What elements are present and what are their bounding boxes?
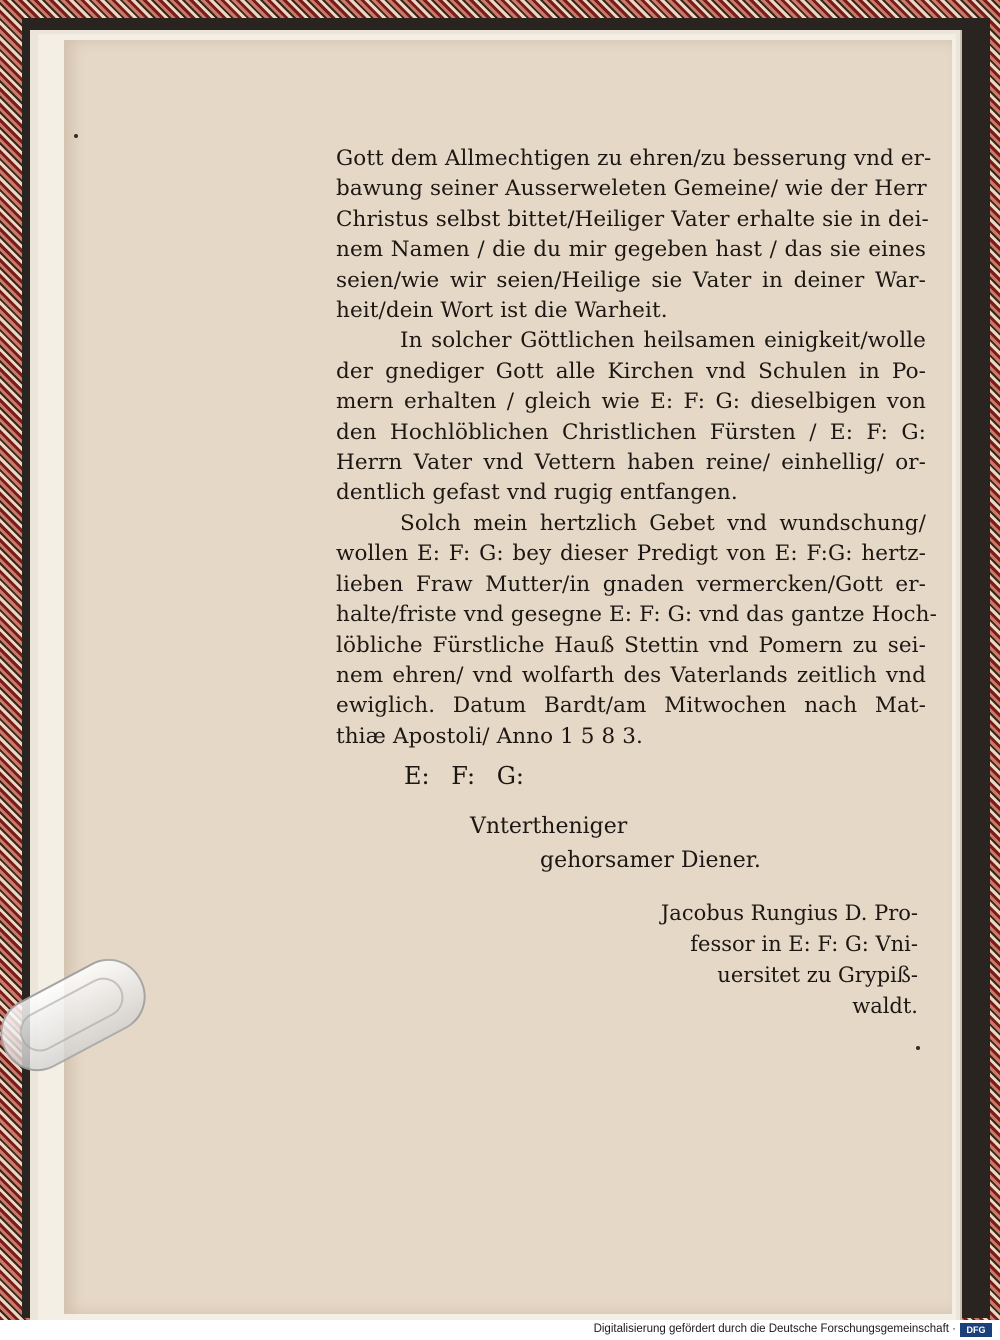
text-line: wollen E: F: G: bey dieser Predigt von E: F:G: hertz- xyxy=(336,541,926,567)
text-line: löbliche Fürstliche Hauß Stettin vnd Pomern zu sei- xyxy=(336,632,926,658)
text-line: der gnediger Gott alle Kirchen vnd Schulen in Po- xyxy=(336,358,926,384)
signature-line-1: Vntertheniger xyxy=(470,814,628,839)
signature-line-2: gehorsamer Diener. xyxy=(540,848,761,873)
author-block xyxy=(661,898,918,1022)
text-line: dentlich gefast vnd rugig entfangen. xyxy=(336,480,738,506)
page-mark xyxy=(74,134,78,138)
author-line: fessor in E: F: G: Vni- xyxy=(690,932,918,956)
text-line: heit/dein Wort ist die Warheit. xyxy=(336,298,668,324)
text-line: Solch mein hertzlich Gebet vnd wundschung/ xyxy=(400,510,926,536)
text-line: ewiglich. Datum Bardt/am Mitwochen nach Mat- xyxy=(336,693,926,719)
author-line: uersitet zu Grypiß- xyxy=(717,963,918,987)
text-line: lieben Fraw Mutter/in gnaden vermercken/Gott er- xyxy=(336,571,926,597)
text-line: In solcher Göttlichen heilsamen einigkeit/wolle xyxy=(400,328,926,354)
signature-initials: E: F: G: xyxy=(404,762,525,790)
footer-bar xyxy=(0,1320,1000,1340)
text-line: nem Namen / die du mir gegeben hast / das sie eines xyxy=(336,237,926,263)
text-line: nem ehren/ vnd wolfarth des Vaterlands zeitlich vnd xyxy=(336,662,926,688)
text-line: bawung seiner Ausserweleten Gemeine/ wie der Herr xyxy=(336,176,927,202)
body-text xyxy=(336,144,937,752)
author-line: waldt. xyxy=(852,994,918,1018)
text-line: den Hochlöblichen Christlichen Fürsten / E: F: G: xyxy=(336,419,926,445)
author-line: Jacobus Rungius D. Pro- xyxy=(660,901,918,925)
text-line: halte/friste vnd gesegne E: F: G: vnd das gantze Hoch- xyxy=(336,602,937,628)
funding-notice: Digitalisierung gefördert durch die Deutsche Forschungsgemeinschaft · xyxy=(593,1323,956,1335)
text-line: seien/wie wir seien/Heilige sie Vater in deiner War- xyxy=(336,267,926,293)
page-mark xyxy=(916,1046,920,1050)
text-line: thiæ Apostoli/ Anno 1 5 8 3. xyxy=(336,723,643,749)
text-line: mern erhalten / gleich wie E: F: G: dieselbigen von xyxy=(336,389,926,415)
dfg-logo: DFG xyxy=(960,1323,992,1337)
scanned-page xyxy=(64,40,952,1314)
text-line: Gott dem Allmechtigen zu ehren/zu besserung vnd er- xyxy=(336,146,932,171)
text-line: Herrn Vater vnd Vettern haben reine/ einhellig/ or- xyxy=(336,450,926,476)
text-line: Christus selbst bittet/Heiliger Vater erhalte sie in dei- xyxy=(336,206,929,232)
